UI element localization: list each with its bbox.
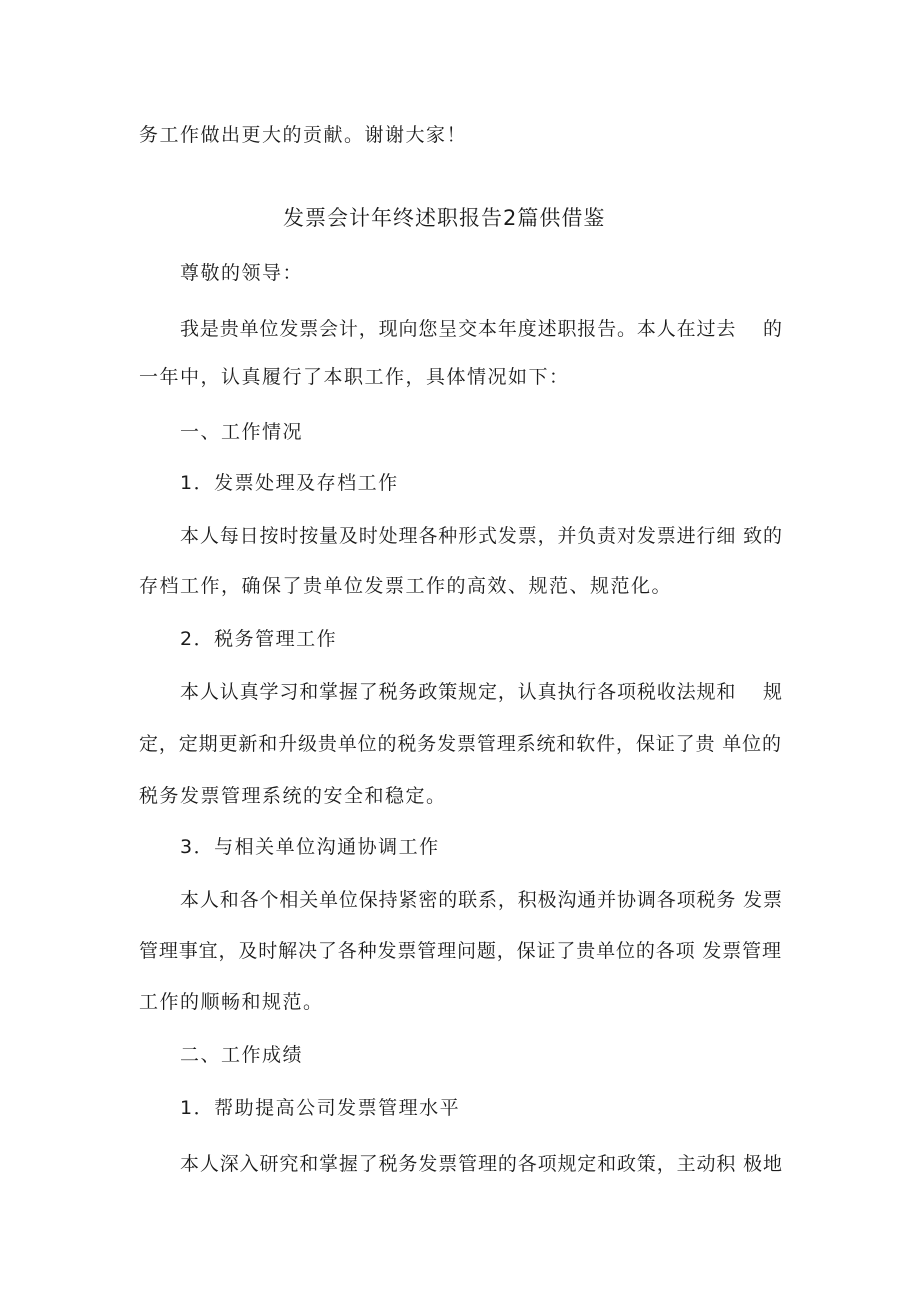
section-heading-2: 二、工作成绩 xyxy=(180,1044,304,1066)
paragraph-2-line-1: 本人认真学习和掌握了税务政策规定，认真执行各项税收法规和 规 xyxy=(180,681,782,703)
intro-line-1: 我是贵单位发票会计，现向您呈交本年度述职报告。本人在过去 的 xyxy=(180,318,782,340)
paragraph-2-line-3: 税务发票管理系统的安全和稳定。 xyxy=(139,785,447,807)
intro-line-2: 一年中，认真履行了本职工作，具体情况如下： xyxy=(139,366,570,388)
subheading-1-1: 1．发票处理及存档工作 xyxy=(180,472,399,494)
paragraph-1-line-2: 存档工作，确保了贵单位发票工作的高效、规范、规范化。 xyxy=(139,575,673,597)
paragraph-3-line-2: 管理事宜，及时解决了各种发票管理问题，保证了贵单位的各项 发票管理 xyxy=(139,940,781,962)
subheading-1-3: 3．与相关单位沟通协调工作 xyxy=(180,836,440,858)
paragraph-3-line-1: 本人和各个相关单位保持紧密的联系，积极沟通并协调各项税务 发票 xyxy=(180,889,782,911)
salutation: 尊敬的领导： xyxy=(180,262,304,284)
subheading-1-2: 2．税务管理工作 xyxy=(180,628,338,650)
paragraph-1-line-1: 本人每日按时按量及时处理各种形式发票，并负责对发票进行细 致的 xyxy=(180,525,782,547)
document-title: 发票会计年终述职报告2篇供借鉴 xyxy=(283,206,606,230)
subheading-2-1: 1．帮助提高公司发票管理水平 xyxy=(180,1097,461,1119)
paragraph-4-line-1: 本人深入研究和掌握了税务发票管理的各项规定和政策，主动积 极地 xyxy=(180,1153,782,1175)
paragraph-3-line-3: 工作的顺畅和规范。 xyxy=(139,991,324,1013)
section-heading-1: 一、工作情况 xyxy=(180,421,304,443)
paragraph-2-line-2: 定，定期更新和升级贵单位的税务发票管理系统和软件，保证了贵 单位的 xyxy=(139,733,781,755)
paragraph-tail-line: 务工作做出更大的贡献。谢谢大家！ xyxy=(139,124,468,146)
